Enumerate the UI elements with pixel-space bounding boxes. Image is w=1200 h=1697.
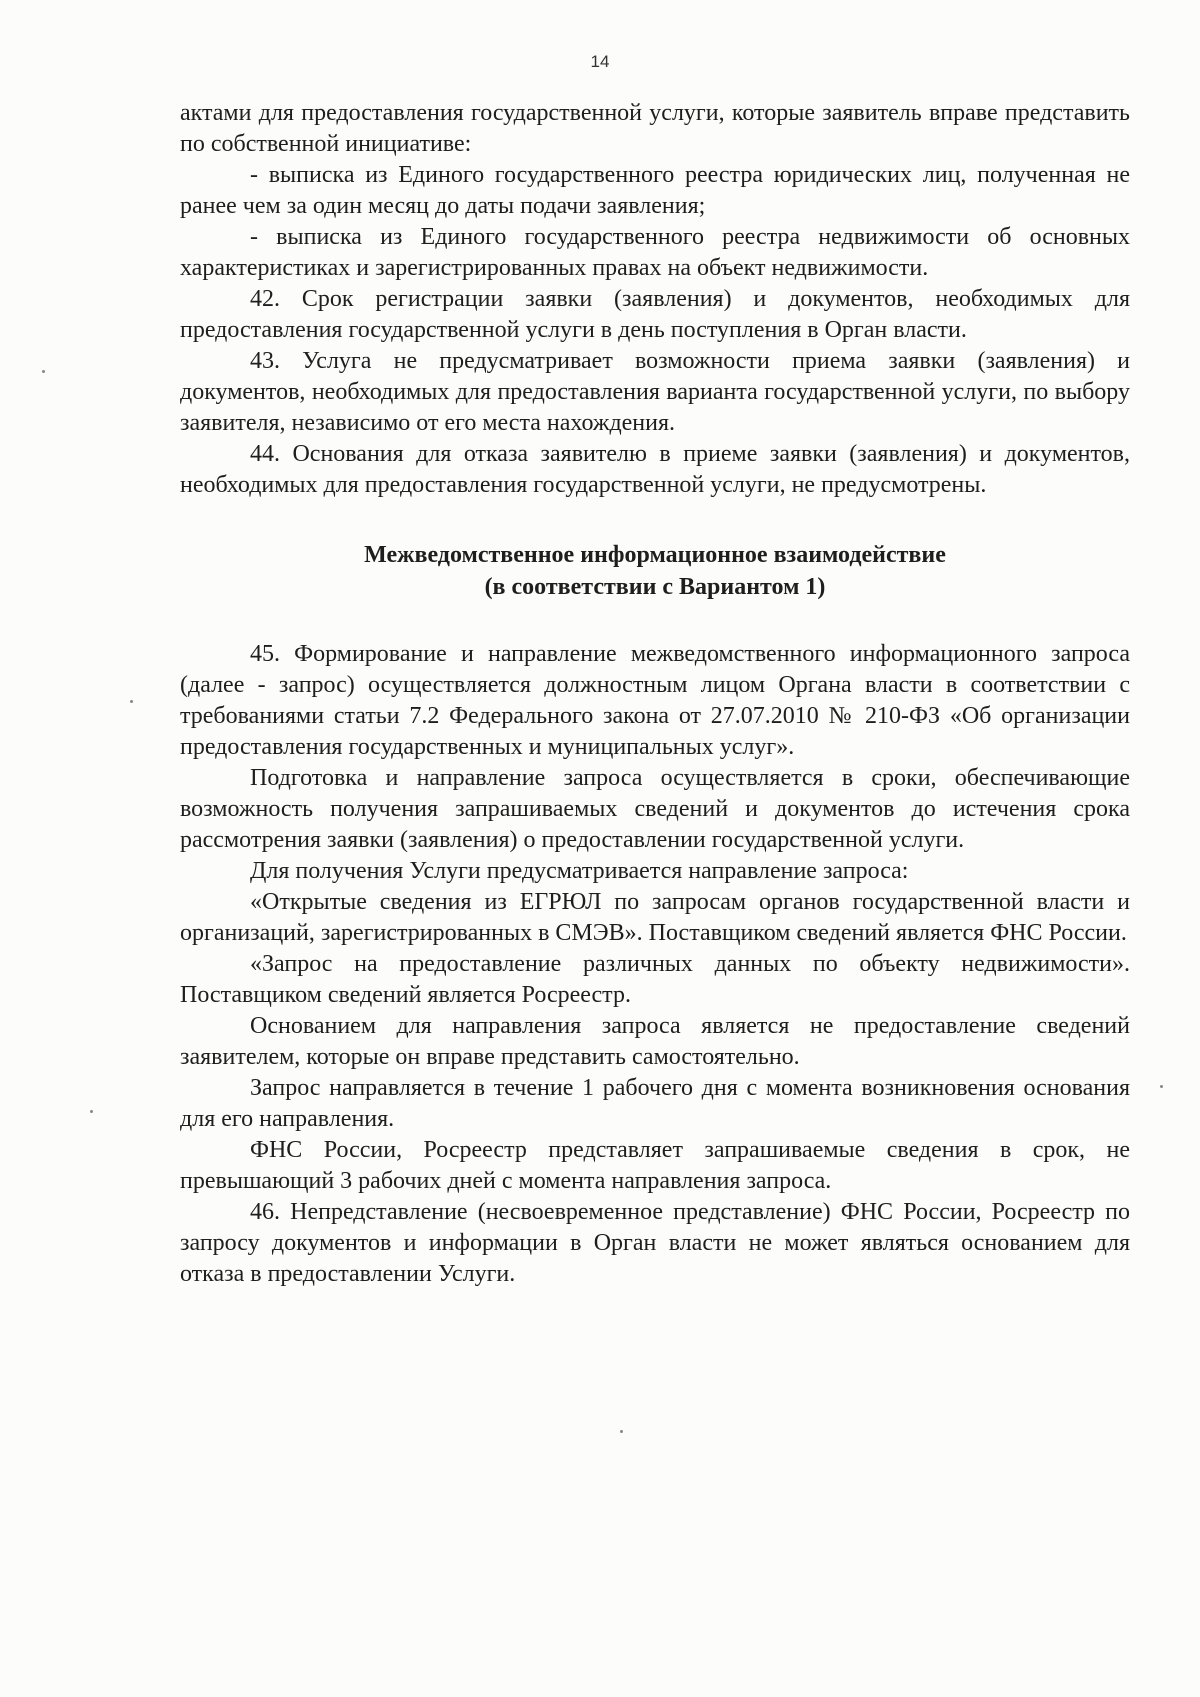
paragraph-continued: актами для предоставления государственной услуги, которые заявитель вправе представить по собственной инициативе:	[180, 100, 1130, 157]
scan-speck	[90, 1110, 93, 1113]
document-body	[180, 98, 1130, 1290]
section-heading	[180, 539, 1130, 603]
scan-speck	[42, 370, 45, 373]
paragraph-42: 42. Срок регистрации заявки (заявления) и документов, необходимых для предоставления государственной услуги в день поступления в Орган власти.	[180, 286, 1130, 343]
paragraph-45: 45. Формирование и направление межведомственного информационного запроса (далее - запрос) осуществляется должностным лицом Органа власти в соответствии с требованиями статьи 7.2 Федерального закона от 27.07.2010 № 210-ФЗ «Об организации предоставления государственных и муниципальных услуг».	[180, 641, 1130, 760]
list-item-egrul-extract: - выписка из Единого государственного реестра юридических лиц, полученная не ранее чем за один месяц до даты подачи заявления;	[180, 162, 1130, 219]
paragraph-44: 44. Основания для отказа заявителю в приеме заявки (заявления) и документов, необходимых для предоставления государственной услуги, не предусмотрены.	[180, 441, 1130, 498]
paragraph-response: ФНС России, Росреестр представляет запрашиваемые сведения в срок, не превышающий 3 рабочих дней с момента направления запроса.	[180, 1137, 1130, 1194]
paragraph-43: 43. Услуга не предусматривает возможности приема заявки (заявления) и документов, необходимых для предоставления варианта государственной услуги, по выбору заявителя, независимо от его места нахождения.	[180, 348, 1130, 436]
scan-speck	[130, 700, 133, 703]
paragraph-46: 46. Непредставление (несвоевременное представление) ФНС России, Росреестр по запросу документов и информации в Орган власти не может являться основанием для отказа в предоставлении Услуги.	[180, 1199, 1130, 1287]
scan-speck	[1160, 1085, 1163, 1088]
paragraph-basis: Основанием для направления запроса является не предоставление сведений заявителем, которые он вправе представить самостоятельно.	[180, 1013, 1130, 1070]
paragraph-request-egrul: «Открытые сведения из ЕГРЮЛ по запросам органов государственной власти и организаций, зарегистрированных в СМЭВ». Поставщиком сведений является ФНС России.	[180, 889, 1130, 946]
paragraph-timing: Запрос направляется в течение 1 рабочего дня с момента возникновения основания для его направления.	[180, 1075, 1130, 1132]
list-item-egrn-extract: - выписка из Единого государственного реестра недвижимости об основных характеристиках и зарегистрированных правах на объект недвижимости.	[180, 224, 1130, 281]
paragraph-request-intro: Для получения Услуги предусматривается направление запроса:	[250, 858, 909, 884]
paragraph-request-realty: «Запрос на предоставление различных данных по объекту недвижимости». Поставщиком сведений является Росреестр.	[180, 951, 1130, 1008]
scan-speck	[620, 1430, 623, 1433]
paragraph-preparation: Подготовка и направление запроса осуществляется в сроки, обеспечивающие возможность получения запрашиваемых сведений и документов до истечения срока рассмотрения заявки (заявления) о предоставлении государственной услуги.	[180, 765, 1130, 853]
section-heading-line-1: Межведомственное информационное взаимодействие	[364, 542, 946, 568]
page-number: 14	[590, 52, 610, 71]
section-heading-line-2: (в соответствии с Вариантом 1)	[484, 574, 826, 600]
